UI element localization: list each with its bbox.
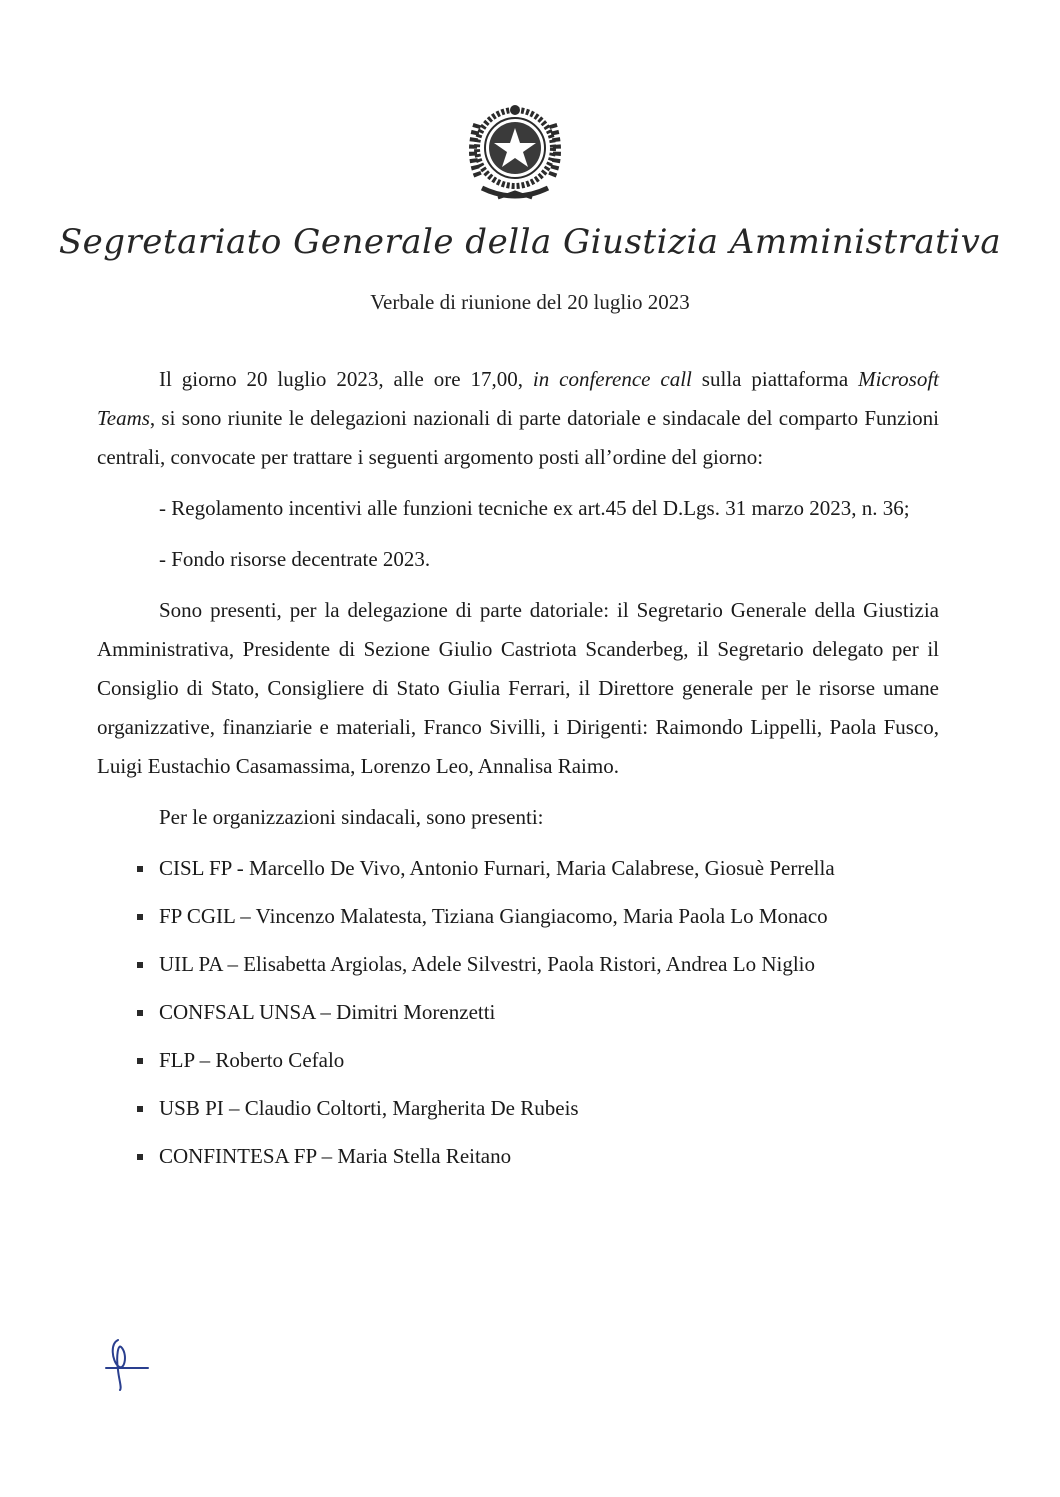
bullet-icon (137, 962, 143, 968)
bullet-icon (137, 1154, 143, 1160)
bullet-icon (137, 914, 143, 920)
bullet-icon (137, 866, 143, 872)
list-item: FLP – Roberto Cefalo (97, 1041, 939, 1080)
unions-intro: Per le organizzazioni sindacali, sono presenti: (159, 805, 544, 829)
list-item: CONFSAL UNSA – Dimitri Morenzetti (97, 993, 939, 1032)
intro-paragraph: Il giorno 20 luglio 2023, alle ore 17,00, in conference call sulla piattaforma Microsoft Teams, si sono riunite le delegazioni nazionali di parte datoriale e sindacale del comparto Funzioni centrali, convocate per trattare i seguenti argomento posti all’ordine del giorno: (97, 367, 939, 469)
agenda-item: - Regolamento incentivi alle funzioni tecniche ex art.45 del D.Lgs. 31 marzo 2023, n. 36; (159, 496, 910, 520)
bullet-icon (137, 1010, 143, 1016)
employer-delegation-paragraph: Sono presenti, per la delegazione di parte datoriale: il Segretario Generale della Giustizia Amministrativa, Presidente di Sezione Giulio Castriota Scanderbeg, il Segretario delegato per il Consiglio di Stato, Consigliere di Stato Giulia Ferrari, il Direttore generale per le risorse umane organizzative, finanziarie e materiali, Franco Sivilli, i Dirigenti: Raimondo Lippelli, Paola Fusco, Luigi Eustachio Casamassima, Lorenzo Leo, Annalisa Raimo. (97, 598, 939, 778)
list-item: FP CGIL – Vincenzo Malatesta, Tiziana Giangiacomo, Maria Paola Lo Monaco (97, 897, 939, 936)
bullet-icon (137, 1106, 143, 1112)
list-item: CISL FP - Marcello De Vivo, Antonio Furnari, Maria Calabrese, Giosuè Perrella (97, 849, 939, 888)
document-body (97, 360, 939, 1185)
list-item: CONFINTESA FP – Maria Stella Reitano (97, 1137, 939, 1176)
document-title: Verbale di riunione del 20 luglio 2023 (370, 290, 690, 314)
list-item: UIL PA – Elisabetta Argiolas, Adele Silvestri, Paola Ristori, Andrea Lo Niglio (97, 945, 939, 984)
unions-list (97, 849, 939, 1176)
bullet-icon (137, 1058, 143, 1064)
institution-heading: Segretariato Generale della Giustizia Amministrativa (58, 222, 1002, 262)
agenda-item: - Fondo risorse decentrate 2023. (159, 547, 431, 571)
list-item: USB PI – Claudio Coltorti, Margherita De Rubeis (97, 1089, 939, 1128)
republic-emblem-icon (458, 92, 572, 216)
handwritten-initials-icon (104, 1336, 150, 1392)
